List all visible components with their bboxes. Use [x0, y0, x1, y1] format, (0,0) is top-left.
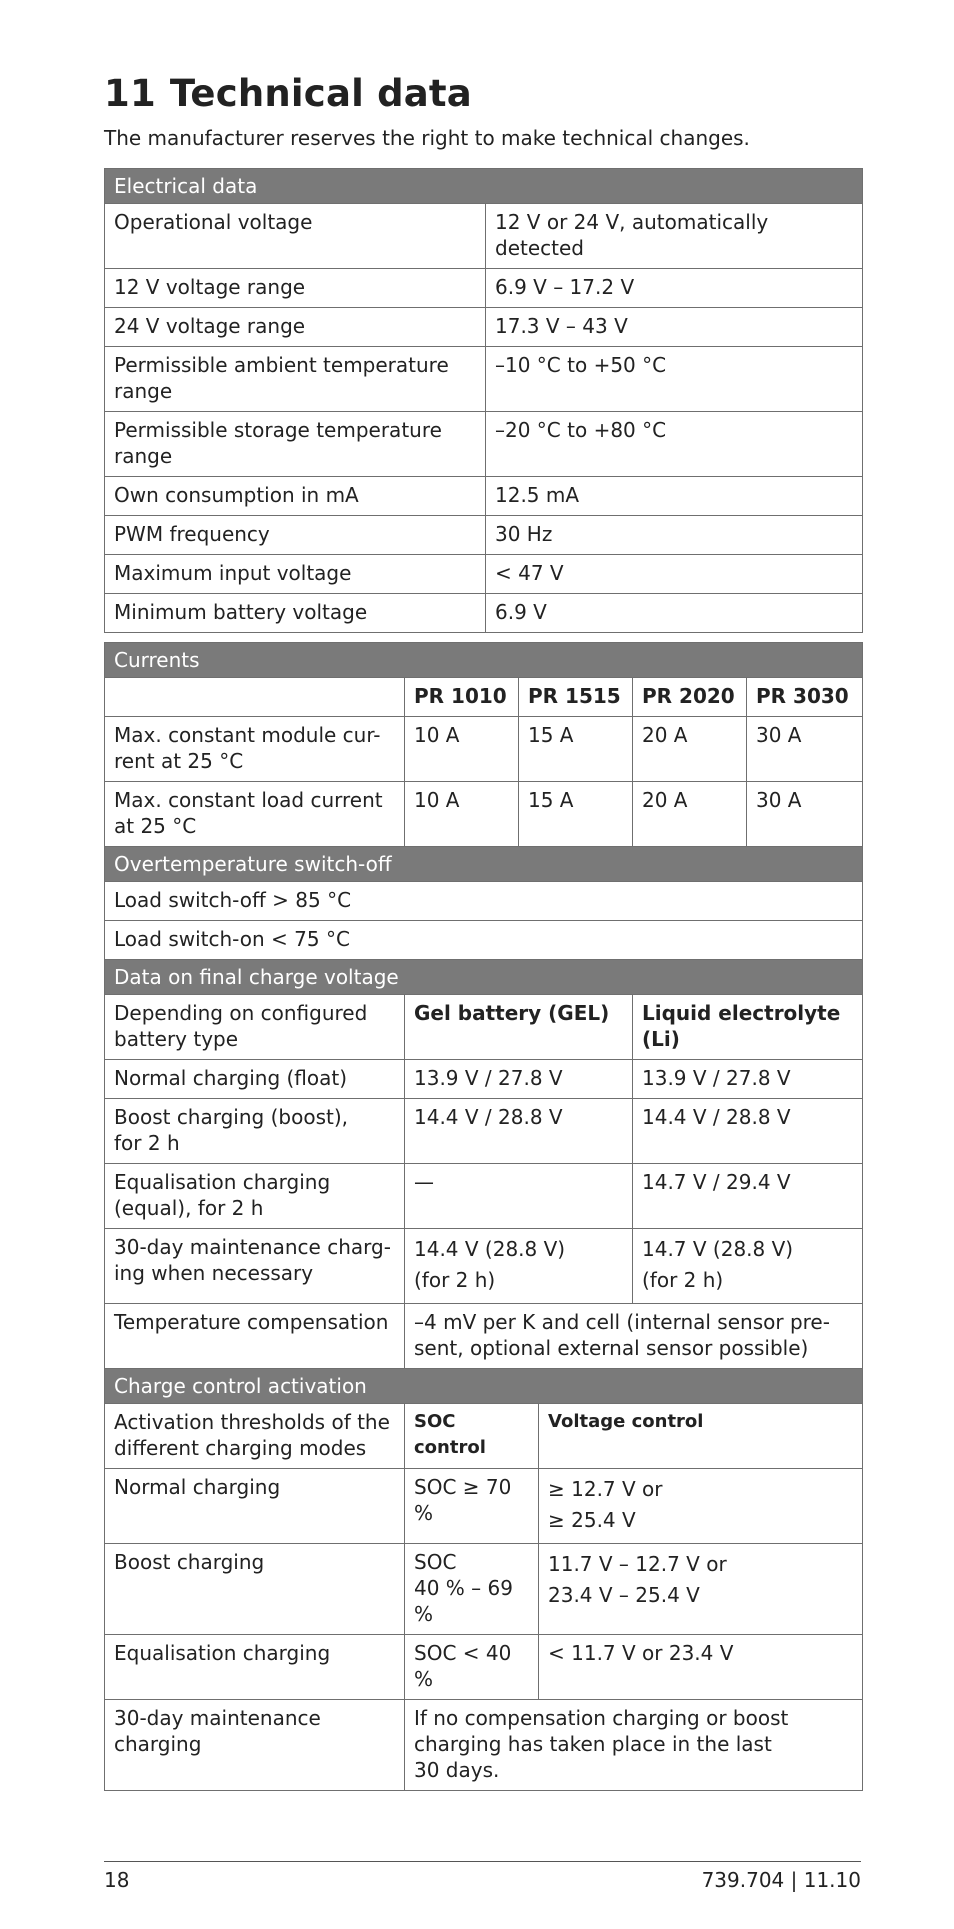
soc-line: 40 % – 69 % — [414, 1576, 513, 1626]
chapter-number: 11 — [104, 72, 156, 115]
table-row — [105, 1304, 863, 1369]
row-label: 12 V voltage range — [105, 269, 486, 308]
row-label: Operational voltage — [105, 204, 486, 269]
voltage-line: ≥ 12.7 V or — [548, 1477, 663, 1501]
gel-value: — — [405, 1164, 633, 1229]
row-label: PWM frequency — [105, 516, 486, 555]
row-value: < 47 V — [486, 555, 863, 594]
soc-value — [405, 1544, 539, 1635]
row-label: Normal charging — [105, 1469, 405, 1544]
overtemp-row: Load switch-off > 85 °C — [105, 882, 863, 921]
current-value: 30 A — [747, 782, 863, 847]
temp-comp-value: –4 mV per K and cell (internal sensor pre-sent, optional external sensor possible) — [405, 1304, 863, 1369]
model-header: PR 1010 — [405, 678, 519, 717]
current-value: 20 A — [633, 782, 747, 847]
table-row — [105, 678, 863, 717]
overtemp-row: Load switch-on < 75 °C — [105, 921, 863, 960]
table-row — [105, 555, 863, 594]
charging-data-table — [104, 642, 863, 1791]
table-row — [105, 882, 863, 921]
document-reference: 739.704 | 11.10 — [701, 1868, 861, 1892]
maintenance-value: If no compensation charging or boost charging has taken place in the last 30 days. — [405, 1700, 863, 1791]
row-label: Equalisation charging (equal), for 2 h — [105, 1164, 405, 1229]
current-value: 15 A — [519, 782, 633, 847]
row-label: Permissible storage temperature range — [105, 412, 486, 477]
current-value: 10 A — [405, 782, 519, 847]
li-header: Liquid electrolyte (Li) — [633, 995, 863, 1060]
table-row — [105, 995, 863, 1060]
li-value: 14.7 V / 29.4 V — [633, 1164, 863, 1229]
row-label: Minimum battery voltage — [105, 594, 486, 633]
row-label: 30-day maintenance charging — [105, 1700, 405, 1791]
table-row — [105, 269, 863, 308]
row-value: 17.3 V – 43 V — [486, 308, 863, 347]
table-row — [105, 782, 863, 847]
li-value: 14.4 V / 28.8 V — [633, 1099, 863, 1164]
row-value: 6.9 V – 17.2 V — [486, 269, 863, 308]
soc-value: SOC < 40 % — [405, 1635, 539, 1700]
voltage-line: 11.7 V – 12.7 V or — [548, 1552, 727, 1576]
row-value: –10 °C to +50 °C — [486, 347, 863, 412]
table-row — [105, 1060, 863, 1099]
row-label: Maximum input voltage — [105, 555, 486, 594]
row-label: Boost charging (boost), for 2 h — [105, 1099, 405, 1164]
model-header: PR 3030 — [747, 678, 863, 717]
voltage-value — [539, 1469, 863, 1544]
table-row — [105, 1164, 863, 1229]
table-row — [105, 1544, 863, 1635]
gel-value: 14.4 V / 28.8 V — [405, 1099, 633, 1164]
row-value: –20 °C to +80 °C — [486, 412, 863, 477]
table-row — [105, 1229, 863, 1304]
overtemp-heading: Overtemperature switch-off — [105, 847, 863, 882]
electrical-data-table — [104, 168, 863, 633]
row-value: 12.5 mA — [486, 477, 863, 516]
table-row — [105, 717, 863, 782]
page-title — [104, 72, 472, 115]
soc-header: SOC control — [405, 1404, 539, 1469]
li-value-line: 14.7 V (28.8 V) — [642, 1237, 794, 1261]
table-row — [105, 1700, 863, 1791]
table-row — [105, 308, 863, 347]
electrical-data-heading: Electrical data — [105, 169, 863, 204]
footer-rule — [104, 1861, 861, 1862]
li-value-line: (for 2 h) — [642, 1268, 724, 1292]
row-label: Equalisation charging — [105, 1635, 405, 1700]
row-label: Depending on configured battery type — [105, 995, 405, 1060]
row-label: Temperature compensation — [105, 1304, 405, 1369]
gel-value-line: 14.4 V (28.8 V) — [414, 1237, 566, 1261]
row-label: Own consumption in mA — [105, 477, 486, 516]
row-label: 30-day maintenance charg-ing when necessary — [105, 1229, 405, 1304]
current-value: 20 A — [633, 717, 747, 782]
table-row — [105, 1099, 863, 1164]
table-row — [105, 204, 863, 269]
table-row — [105, 347, 863, 412]
voltage-header: Voltage control — [539, 1404, 863, 1469]
row-label: Normal charging (float) — [105, 1060, 405, 1099]
voltage-value — [539, 1544, 863, 1635]
table-row — [105, 921, 863, 960]
final-charge-heading: Data on final charge voltage — [105, 960, 863, 995]
table-row — [105, 594, 863, 633]
current-value: 10 A — [405, 717, 519, 782]
gel-value — [405, 1229, 633, 1304]
row-value: 6.9 V — [486, 594, 863, 633]
page-subtitle: The manufacturer reserves the right to make technical changes. — [104, 126, 750, 150]
chapter-title: Technical data — [169, 72, 472, 115]
row-label: Permissible ambient temperature range — [105, 347, 486, 412]
table-row — [105, 1469, 863, 1544]
model-header: PR 2020 — [633, 678, 747, 717]
current-value: 15 A — [519, 717, 633, 782]
voltage-value: < 11.7 V or 23.4 V — [539, 1635, 863, 1700]
gel-value-line: (for 2 h) — [414, 1268, 496, 1292]
charge-control-heading: Charge control activation — [105, 1369, 863, 1404]
row-label: Max. constant module cur-rent at 25 °C — [105, 717, 405, 782]
gel-value: 13.9 V / 27.8 V — [405, 1060, 633, 1099]
currents-heading: Currents — [105, 643, 863, 678]
table-row — [105, 412, 863, 477]
row-label: 24 V voltage range — [105, 308, 486, 347]
row-label: Boost charging — [105, 1544, 405, 1635]
page-number: 18 — [104, 1868, 130, 1892]
li-value — [633, 1229, 863, 1304]
table-row — [105, 1404, 863, 1469]
voltage-line: ≥ 25.4 V — [548, 1508, 636, 1532]
soc-value: SOC ≥ 70 % — [405, 1469, 539, 1544]
table-row — [105, 516, 863, 555]
row-value: 30 Hz — [486, 516, 863, 555]
gel-header: Gel battery (GEL) — [405, 995, 633, 1060]
li-value: 13.9 V / 27.8 V — [633, 1060, 863, 1099]
row-label: Max. constant load current at 25 °C — [105, 782, 405, 847]
soc-line: SOC — [414, 1550, 457, 1574]
table-row — [105, 477, 863, 516]
table-row — [105, 1635, 863, 1700]
row-value: 12 V or 24 V, automatically detected — [486, 204, 863, 269]
voltage-line: 23.4 V – 25.4 V — [548, 1583, 700, 1607]
current-value: 30 A — [747, 717, 863, 782]
empty-cell — [105, 678, 405, 717]
row-label: Activation thresholds of the different charging modes — [105, 1404, 405, 1469]
model-header: PR 1515 — [519, 678, 633, 717]
